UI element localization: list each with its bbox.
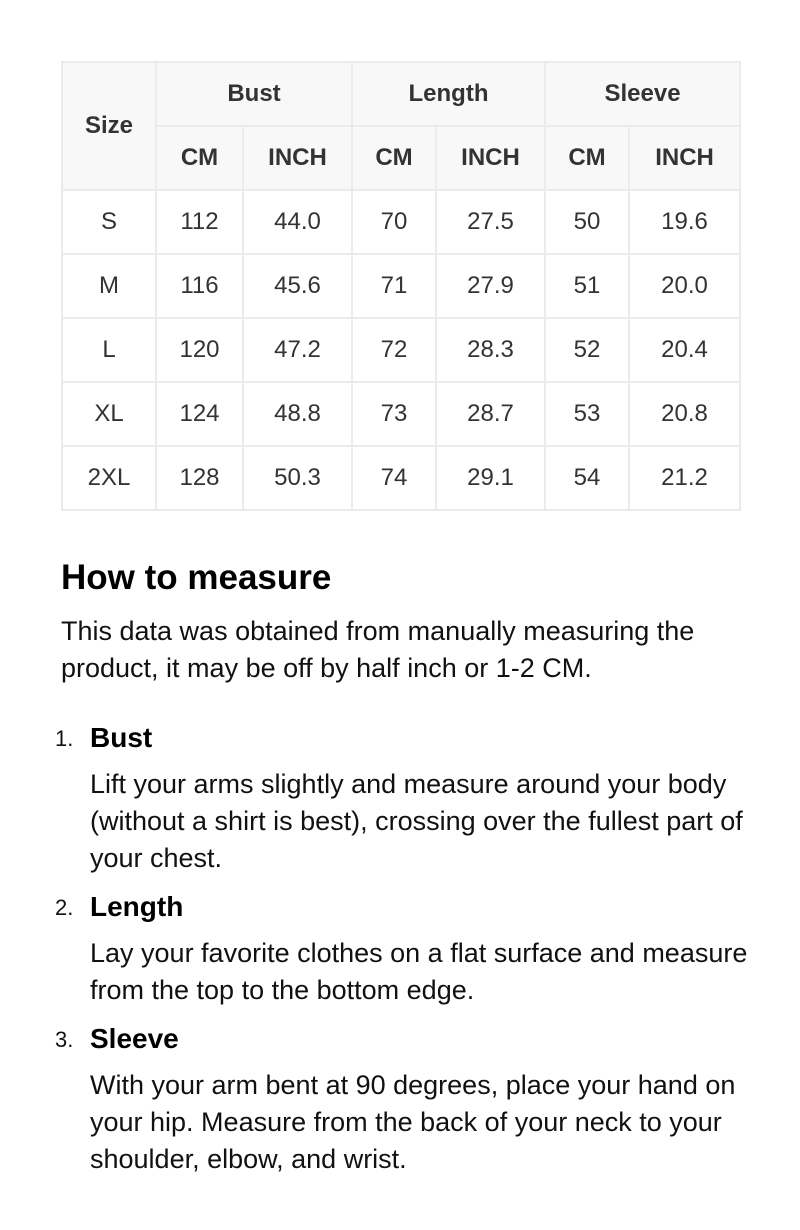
bust-cm-header: CM [156, 126, 243, 190]
sleeve-inch-cell: 20.4 [629, 318, 740, 382]
length-inch-header: INCH [436, 126, 545, 190]
sleeve-inch-header: INCH [629, 126, 740, 190]
step-title: Sleeve [90, 1023, 179, 1054]
bust-cm-cell: 120 [156, 318, 243, 382]
size-cell: M [62, 254, 156, 318]
sleeve-group-header: Sleeve [545, 62, 740, 126]
sleeve-inch-cell: 20.8 [629, 382, 740, 446]
sleeve-cm-cell: 54 [545, 446, 629, 510]
bust-cm-cell: 112 [156, 190, 243, 254]
table-row [62, 446, 740, 510]
size-cell: S [62, 190, 156, 254]
bust-inch-cell: 44.0 [243, 190, 352, 254]
size-cell: 2XL [62, 446, 156, 510]
table-row [62, 190, 740, 254]
size-cell: XL [62, 382, 156, 446]
step-sleeve [55, 1022, 751, 1178]
bust-group-header: Bust [156, 62, 352, 126]
length-group-header: Length [352, 62, 545, 126]
size-chart-table [61, 61, 741, 511]
sleeve-inch-cell: 20.0 [629, 254, 740, 318]
bust-inch-cell: 50.3 [243, 446, 352, 510]
size-column-header: Size [62, 62, 156, 190]
bust-inch-cell: 45.6 [243, 254, 352, 318]
length-inch-cell: 27.9 [436, 254, 545, 318]
sleeve-cm-cell: 50 [545, 190, 629, 254]
length-inch-cell: 29.1 [436, 446, 545, 510]
step-title: Bust [90, 722, 153, 753]
sleeve-cm-header: CM [545, 126, 629, 190]
length-cm-cell: 72 [352, 318, 436, 382]
bust-inch-cell: 48.8 [243, 382, 352, 446]
sleeve-cm-cell: 53 [545, 382, 629, 446]
length-cm-cell: 73 [352, 382, 436, 446]
how-to-measure-section [55, 556, 751, 1191]
table-row [62, 318, 740, 382]
length-inch-cell: 27.5 [436, 190, 545, 254]
bust-cm-cell: 128 [156, 446, 243, 510]
bust-inch-header: INCH [243, 126, 352, 190]
step-bust [55, 721, 751, 877]
table-header-row-groups [62, 62, 740, 126]
length-cm-cell: 74 [352, 446, 436, 510]
size-cell: L [62, 318, 156, 382]
step-number: 2. [55, 895, 74, 920]
sleeve-inch-cell: 19.6 [629, 190, 740, 254]
step-title: Length [90, 891, 184, 922]
bust-cm-cell: 124 [156, 382, 243, 446]
table-header-row-units [62, 126, 740, 190]
table-row [62, 254, 740, 318]
bust-inch-cell: 47.2 [243, 318, 352, 382]
table-row [62, 382, 740, 446]
step-description: Lift your arms slightly and measure around your body (without a shirt is best), crossing over the fullest part of your chest. [90, 769, 743, 873]
length-inch-cell: 28.3 [436, 318, 545, 382]
step-description: Lay your favorite clothes on a flat surface and measure from the top to the bottom edge. [90, 938, 748, 1005]
length-cm-header: CM [352, 126, 436, 190]
step-length [55, 890, 751, 1009]
section-title: How to measure [61, 558, 332, 597]
intro-paragraph: This data was obtained from manually measuring the product, it may be off by half inch or 1-2 CM. [61, 616, 695, 683]
sleeve-cm-cell: 51 [545, 254, 629, 318]
sleeve-inch-cell: 21.2 [629, 446, 740, 510]
length-cm-cell: 71 [352, 254, 436, 318]
step-description: With your arm bent at 90 degrees, place your hand on your hip. Measure from the back of your neck to your shoulder, elbow, and wrist. [90, 1070, 736, 1174]
step-number: 3. [55, 1027, 74, 1052]
length-inch-cell: 28.7 [436, 382, 545, 446]
step-number: 1. [55, 726, 74, 751]
length-cm-cell: 70 [352, 190, 436, 254]
measurement-steps-list [55, 721, 751, 1178]
bust-cm-cell: 116 [156, 254, 243, 318]
sleeve-cm-cell: 52 [545, 318, 629, 382]
